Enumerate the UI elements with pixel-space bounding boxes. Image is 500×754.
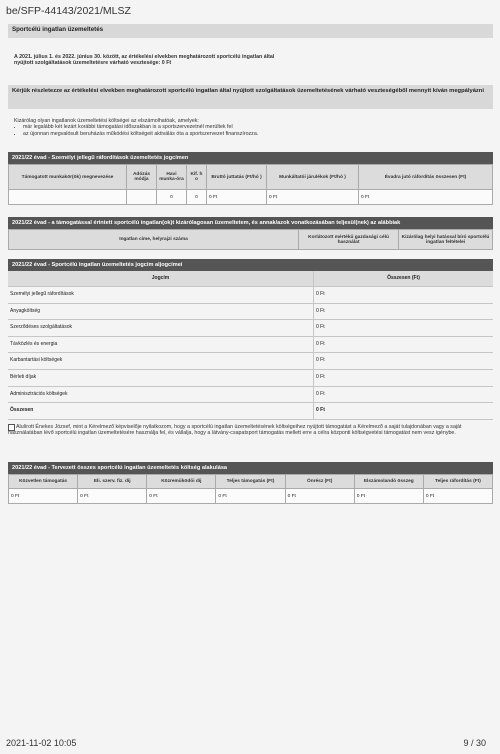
property-table — [8, 229, 493, 250]
property-section-title: 2021/22 évad - a támogatással érintett sportcélú ingatlan(ok)t kizárólagosan üzemeltetem, és annak/azok vonatkozásában teljesül(nek) az alábbiak — [8, 217, 493, 229]
row-label: Anyagköltség — [10, 307, 41, 314]
eligibility-item: • az újonnan megvalósult beruházás működési költségeit aktiválás óta a sportszervezet finanszírozza. — [23, 131, 484, 137]
table-cell: 0 Ft — [267, 190, 359, 205]
eligibility-block — [14, 118, 484, 137]
row-value: 0 Ft — [313, 403, 493, 419]
col-header: Elszámolandó összeg — [354, 475, 423, 489]
col-header: Havi munka-óra — [157, 165, 187, 190]
declaration-text: Alulírott Énekes József, mint a Kérelmező képviselője nyilatkozom, hogy a sportcélú ingatlan üzemeltetésének költségeihez nyújtott támogatást a Kérelmező a saját tulajdonában vagy a saját használatában lévő sportcélú ingatlan üzemeltetésére használja fel, és vállalja, hogy a látvány-csapatsport támogatás mellett erre a célra központi költségvetési támogatást nem vesz igénybe. — [8, 424, 462, 437]
section-title: Sportcélú ingatlan üzemeltetés — [8, 24, 493, 38]
table-row — [9, 489, 493, 504]
categories-table — [8, 271, 493, 420]
summary-table — [8, 474, 493, 504]
table-cell — [127, 190, 157, 205]
page-number: 9 / 30 — [463, 738, 486, 748]
table-header-row — [8, 271, 493, 287]
table-row — [9, 190, 493, 205]
summary-section-title: 2021/22 évad - Tervezett összes sportcélú ingatlan üzemeltetés költség alakulása — [8, 462, 493, 474]
row-value: 0 Ft — [313, 304, 493, 320]
col-header: Bruttó juttatás (Ft/hó ) — [207, 165, 267, 190]
eligibility-list — [14, 124, 484, 137]
col-header: Korlátozott mértékű gazdasági célú használat — [299, 230, 399, 250]
col-header: Összesen (Ft) — [313, 271, 493, 286]
table-row — [8, 337, 493, 354]
col-header: Közreműködői díj — [147, 475, 216, 489]
table-row — [8, 353, 493, 370]
table-cell: 0 Ft — [423, 489, 492, 504]
col-header: Adózás módja — [127, 165, 157, 190]
col-header: Kizárólag helyi hatással bíró sportcélú ingatlan feltételei — [399, 230, 493, 250]
row-label: Személyi jellegű ráfordítások — [10, 291, 74, 297]
col-header: Kif. h o — [187, 165, 207, 190]
row-value: 0 Ft — [313, 320, 493, 336]
table-cell: 0 Ft — [359, 190, 493, 205]
table-row — [8, 387, 493, 404]
row-value: 0 Ft — [313, 337, 493, 353]
total-row — [8, 403, 493, 420]
intro-paragraph: A 2021. július 1. és 2022. június 30. között, az értékelési elvekben meghatározott sportcélú ingatlan által nyújtott szolgáltatások üzemeltetésre várható vesztesége: 0 Ft — [14, 54, 275, 67]
row-value: 0 Ft — [313, 370, 493, 386]
row-label: Karbantartási költségek — [10, 357, 63, 364]
personnel-table — [8, 164, 493, 205]
request-title: Kérjük részletezze az értékelési elvekben meghatározott sportcélú ingatlan által nyújtott szolgáltatások üzemeltetésének várható veszteségéből mennyit kíván megpályázni — [8, 85, 493, 109]
row-value: 0 Ft — [313, 353, 493, 369]
col-header: Ingatlan címe, helyrajzi száma — [9, 230, 299, 250]
table-cell: 0 Ft — [78, 489, 147, 504]
col-header: Támogatott munkakör(ök) megnevezése — [9, 165, 127, 190]
row-label: Távközlés és energia — [10, 340, 58, 347]
col-header: Évadra jutó ráfordítás összesen (Ft) — [359, 165, 493, 190]
row-label: Szerződéses szolgáltatások — [10, 324, 72, 331]
table-row — [8, 287, 493, 304]
col-header: Munkáltatói járulékok (Ft/hó ) — [267, 165, 359, 190]
categories-section-title: 2021/22 évad - Sportcélú ingatlan üzemeltetés jogcím aljogcímei — [8, 259, 493, 271]
table-cell: 0 Ft — [216, 489, 285, 504]
table-cell: 0 Ft — [285, 489, 354, 504]
table-cell: 0 Ft — [207, 190, 267, 205]
row-value: 0 Ft — [313, 287, 493, 303]
col-header: Teljes támogatás (Ft) — [216, 475, 285, 489]
table-cell: 0 Ft — [147, 489, 216, 504]
table-row — [8, 320, 493, 337]
col-header: Közvetlen támogatás — [9, 475, 78, 489]
eligibility-intro: Kizárólag olyan ingatlanok üzemeltetési költségei az elszámolhatóak, amelyek: — [14, 118, 199, 124]
row-value: 0 Ft — [313, 387, 493, 403]
table-cell: 0 — [187, 190, 207, 205]
table-cell: 0 Ft — [354, 489, 423, 504]
footer-date: 2021-11-02 10:05 — [6, 738, 77, 748]
col-header: Teljes ráfordítás (Ft) — [423, 475, 492, 489]
col-header: Eli. szerv. fiz. díj — [78, 475, 147, 489]
table-row — [8, 304, 493, 321]
row-label: Adminisztrációs költségek — [10, 390, 68, 397]
personnel-section-title: 2021/22 évad - Személyi jellegű ráfordítások üzemeltetés jogcímen — [8, 152, 493, 164]
table-cell: 0 — [157, 190, 187, 205]
row-label: Összesen — [10, 407, 34, 414]
document-id: be/SFP-44143/2021/MLSZ — [6, 5, 131, 17]
col-header: Önrész (Ft) — [285, 475, 354, 489]
eligibility-item: • már legalább két lezárt korábbi támogatási időszakban is a sportszervezetnél merültek fel — [23, 124, 484, 130]
table-cell — [9, 190, 127, 205]
row-label: Bérleti díjak — [10, 373, 37, 380]
table-row — [8, 370, 493, 387]
table-cell: 0 Ft — [9, 489, 78, 504]
col-header: Jogcím — [151, 275, 170, 281]
